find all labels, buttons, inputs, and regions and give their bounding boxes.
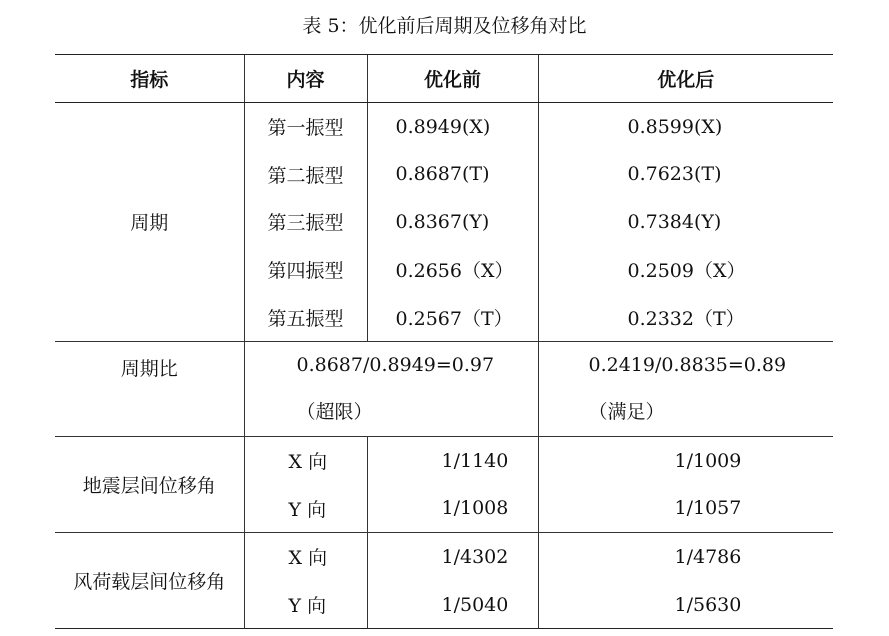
header-row xyxy=(55,55,833,103)
period-after: 0.8599(X) xyxy=(538,103,833,151)
table-row xyxy=(55,533,833,581)
period-label: 周期 xyxy=(130,212,169,235)
mode-label: 第三振型 xyxy=(244,198,367,246)
seismic-drift-label: 地震层间位移角 xyxy=(55,436,244,532)
header-before: 优化前 xyxy=(367,55,538,103)
seismic-before: 1/1140 xyxy=(367,436,538,484)
direction-label: X 向 xyxy=(244,436,367,484)
header-content: 内容 xyxy=(244,55,367,103)
period-before: 0.8949(X) xyxy=(367,103,538,151)
period-ratio-before: 0.8687/0.8949=0.97（超限） xyxy=(244,341,538,436)
wind-after: 1/4786 xyxy=(538,533,833,581)
wind-drift-label: 风荷载层间位移角 xyxy=(55,533,244,629)
mode-label: 第四振型 xyxy=(244,246,367,294)
mode-label: 第二振型 xyxy=(244,151,367,199)
wind-before: 1/5040 xyxy=(367,581,538,629)
mode-label: 第五振型 xyxy=(244,293,367,341)
period-ratio-label: 周期比 xyxy=(55,341,244,436)
period-before: 0.8367(Y) xyxy=(367,198,538,246)
header-after: 优化后 xyxy=(538,55,833,103)
period-after: 0.7384(Y) xyxy=(538,198,833,246)
table-row xyxy=(55,103,833,151)
table-row xyxy=(55,436,833,484)
seismic-before: 1/1008 xyxy=(367,485,538,533)
wind-after: 1/5630 xyxy=(538,581,833,629)
mode-label: 第一振型 xyxy=(244,103,367,151)
period-before: 0.2567（T） xyxy=(367,293,538,341)
period-ratio-after: 0.2419/0.8835=0.89（满足） xyxy=(538,341,833,436)
seismic-after: 1/1009 xyxy=(538,436,833,484)
direction-label: Y 向 xyxy=(244,581,367,629)
period-after: 0.7623(T) xyxy=(538,151,833,199)
table-row xyxy=(55,341,833,436)
period-after: 0.2332（T） xyxy=(538,293,833,341)
header-metric: 指标 xyxy=(55,55,244,103)
period-before: 0.8687(T) xyxy=(367,151,538,199)
period-after: 0.2509（X） xyxy=(538,246,833,294)
comparison-table xyxy=(55,54,833,629)
table-caption: 表 5：优化前后周期及位移角对比 xyxy=(302,15,587,37)
seismic-after: 1/1057 xyxy=(538,485,833,533)
period-before: 0.2656（X） xyxy=(367,246,538,294)
direction-label: Y 向 xyxy=(244,485,367,533)
direction-label: X 向 xyxy=(244,533,367,581)
wind-before: 1/4302 xyxy=(367,533,538,581)
